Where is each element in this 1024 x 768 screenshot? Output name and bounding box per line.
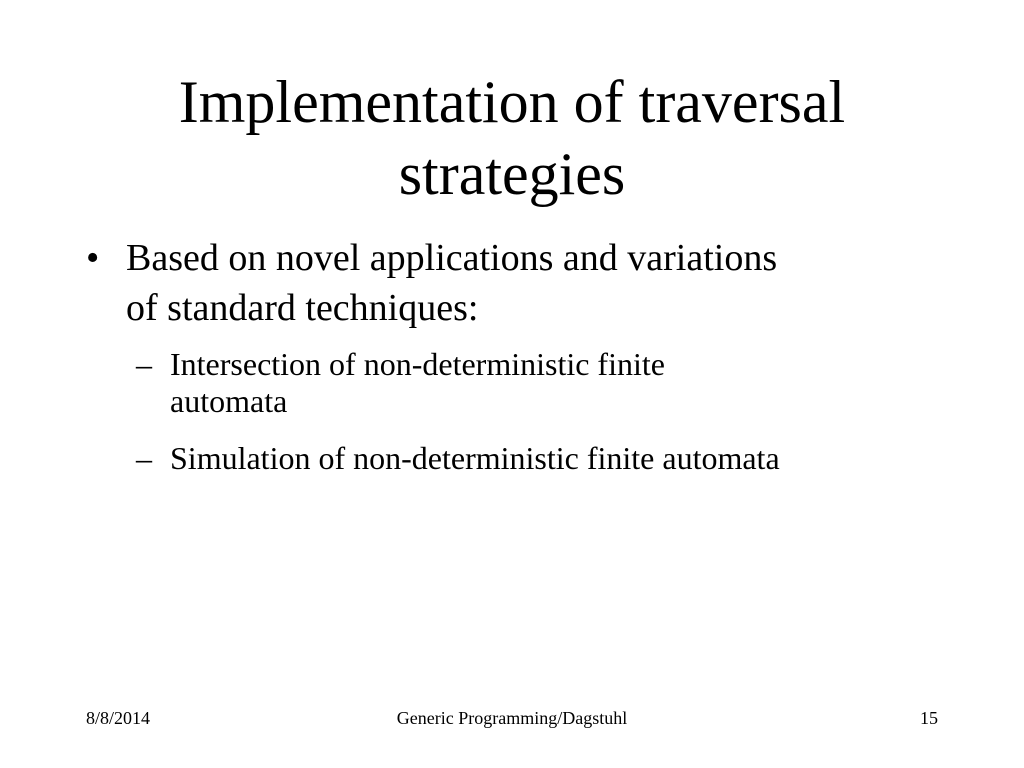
sub-bullet-list bbox=[86, 346, 946, 477]
page-number: 15 bbox=[920, 708, 938, 728]
footer-date: 8/8/2014 bbox=[86, 708, 151, 728]
sub-bullet-text-line-2: automata bbox=[170, 383, 288, 419]
sub-bullet-item bbox=[136, 440, 946, 477]
bullet-item bbox=[86, 233, 946, 333]
sub-bullet-text-line-1: Intersection of non-deterministic finite bbox=[170, 346, 665, 382]
bullet-text-line-2: of standard techniques: bbox=[126, 287, 479, 329]
slide-content bbox=[86, 233, 946, 497]
sub-bullet-marker: – bbox=[136, 346, 152, 382]
slide-title-line-2: strategies bbox=[398, 141, 626, 207]
bullet-marker: • bbox=[86, 237, 100, 279]
sub-bullet-item bbox=[136, 346, 946, 420]
sub-bullet-marker: – bbox=[136, 440, 152, 476]
slide-title-line-1: Implementation of traversal bbox=[178, 69, 846, 135]
footer-title: Generic Programming/Dagstuhl bbox=[396, 708, 628, 728]
slide-title bbox=[80, 66, 944, 210]
bullet-text-line-1: Based on novel applications and variations bbox=[126, 237, 778, 279]
sub-bullet-text-line-1: Simulation of non-deterministic finite automata bbox=[170, 440, 780, 476]
